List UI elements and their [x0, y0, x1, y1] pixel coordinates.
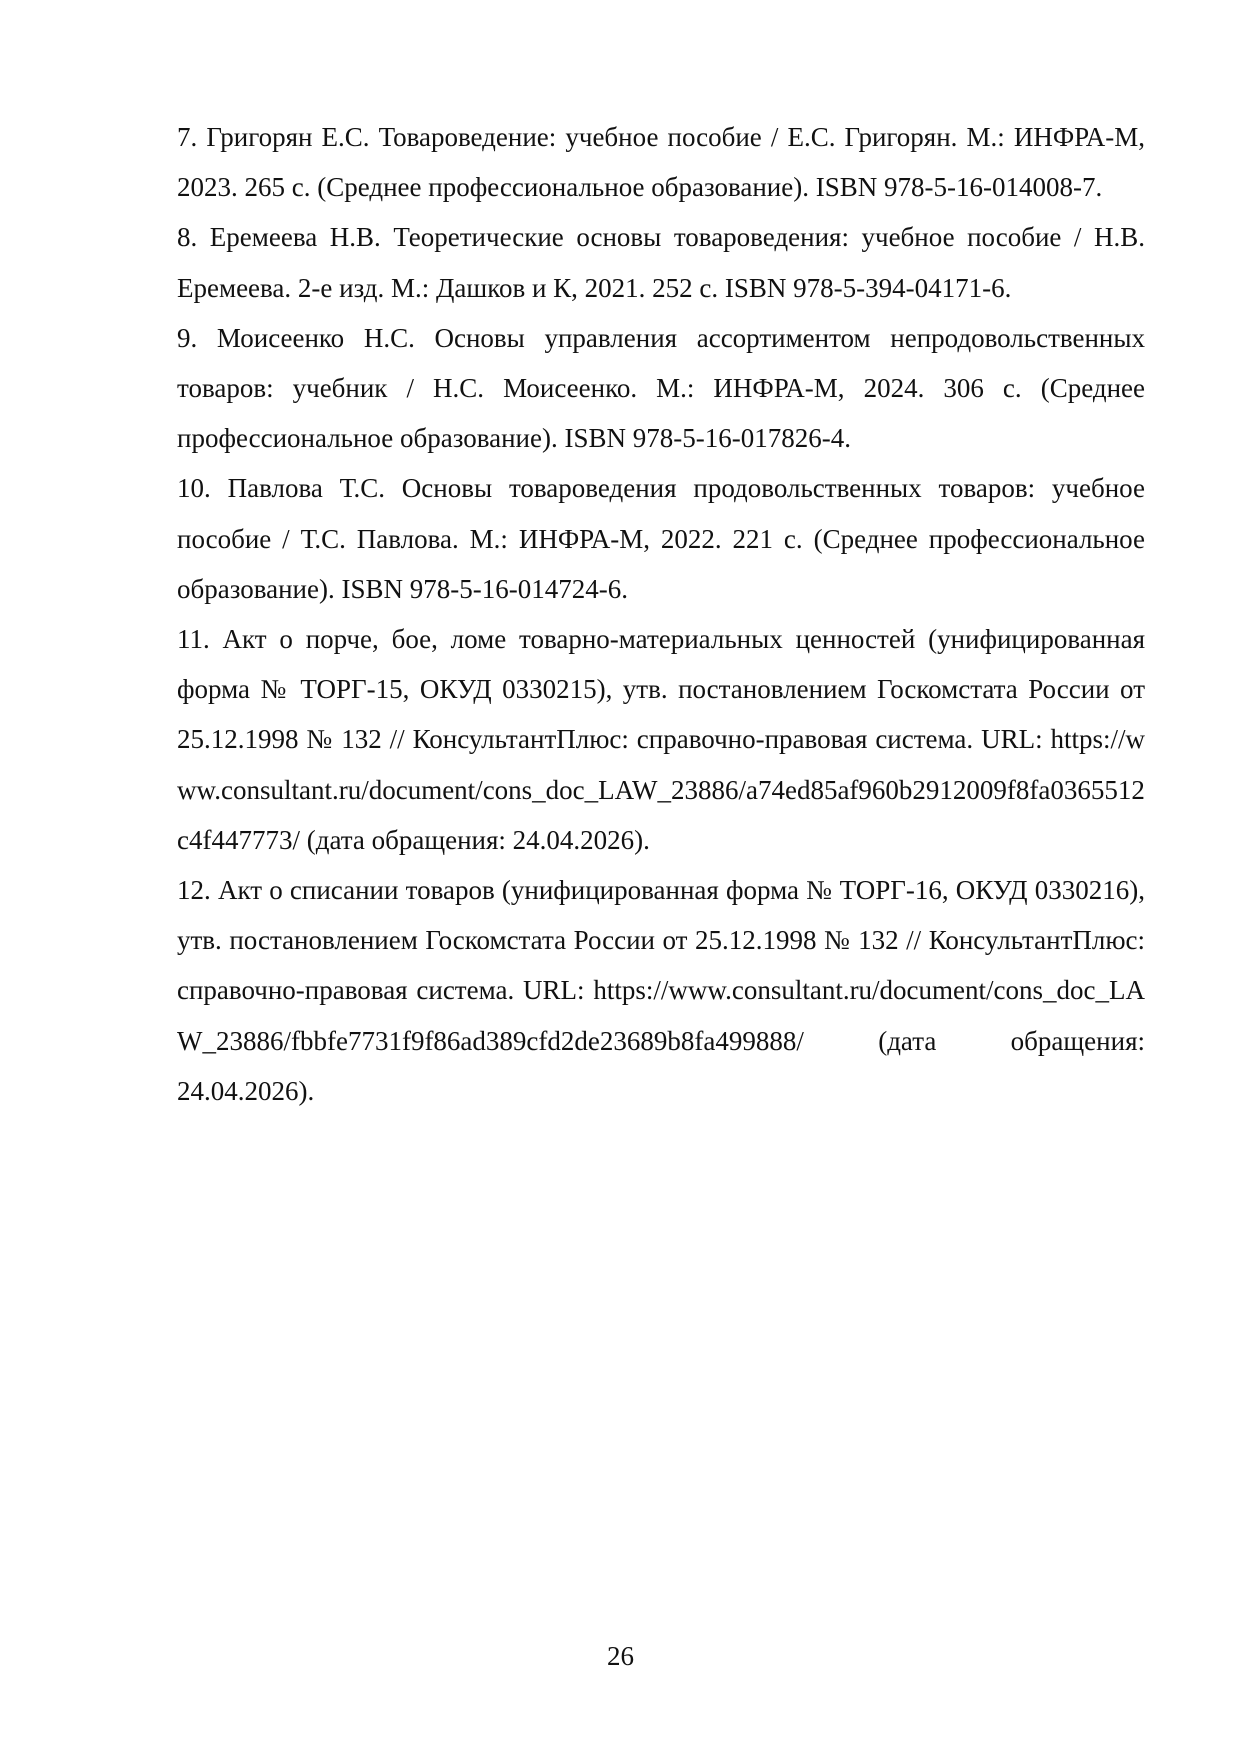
reference-text: 12. Акт о списании товаров (унифицированная форма № ТОРГ-16, ОКУД 0330216), утв. постановлением Госкомстата России от 25.12.1998 № 132 // КонсультантПлюс: справочно-правовая система. URL: — [177, 875, 1145, 1006]
reference-list — [177, 112, 1145, 1116]
reference-url[interactable]: https://www.consultant.ru/document/cons_doc_LAW_23886/a74ed85af960b2912009f8fa0365512c4f447773/ — [177, 724, 1146, 855]
reference-item-12 — [177, 865, 1145, 1116]
reference-text: 8. Еремеева Н.В. Теоретические основы товароведения: учебное пособие / Н.В. Еремеева. 2-е изд. М.: Дашков и К, 2021. 252 с. ISBN 978-5-394-04171-6. — [177, 222, 1145, 303]
reference-text: 9. Моисеенко Н.С. Основы управления ассортиментом непродовольственных товаров: учебник / Н.С. Моисеенко. М.: ИНФРА-М, 2024. 306 с. (Среднее профессиональное образование). ISBN 978-5-16-017826-4. — [177, 322, 1145, 454]
reference-url[interactable]: https://www.consultant.ru/document/cons_doc_LAW_23886/fbbfe7731f9f86ad389cfd2de23689b8fa499888/ — [177, 975, 1145, 1056]
reference-text: 10. Павлова Т.С. Основы товароведения продовольственных товаров: учебное пособие / Т.С. Павлова. М.: ИНФРА-М, 2022. 221 с. (Среднее профессиональное образование). ISBN 978-5-16-014724-6. — [177, 473, 1145, 604]
reference-item-11 — [177, 614, 1145, 865]
reference-item-7 — [177, 112, 1145, 212]
page-number: 26 — [607, 1641, 634, 1671]
reference-access-date: (дата обращения: 24.04.2026). — [177, 1025, 1145, 1106]
reference-text: 7. Григорян Е.С. Товароведение: учебное пособие / Е.С. Григорян. М.: ИНФРА-М, 2023. 265 с. (Среднее профессиональное образование). ISBN 978-5-16-014008-7. — [177, 122, 1145, 203]
reference-item-9 — [177, 313, 1145, 464]
reference-item-10 — [177, 463, 1145, 614]
reference-text: 11. Акт о порче, бое, ломе товарно-материальных ценностей (унифицированная форма № ТОРГ-15, ОКУД 0330215), утв. постановлением Госкомстата России от 25.12.1998 № 132 // КонсультантПлюс: справочно-правовая система. URL: — [177, 624, 1145, 755]
reference-access-date: (дата обращения: 24.04.2026). — [299, 824, 650, 855]
reference-item-8 — [177, 212, 1145, 312]
